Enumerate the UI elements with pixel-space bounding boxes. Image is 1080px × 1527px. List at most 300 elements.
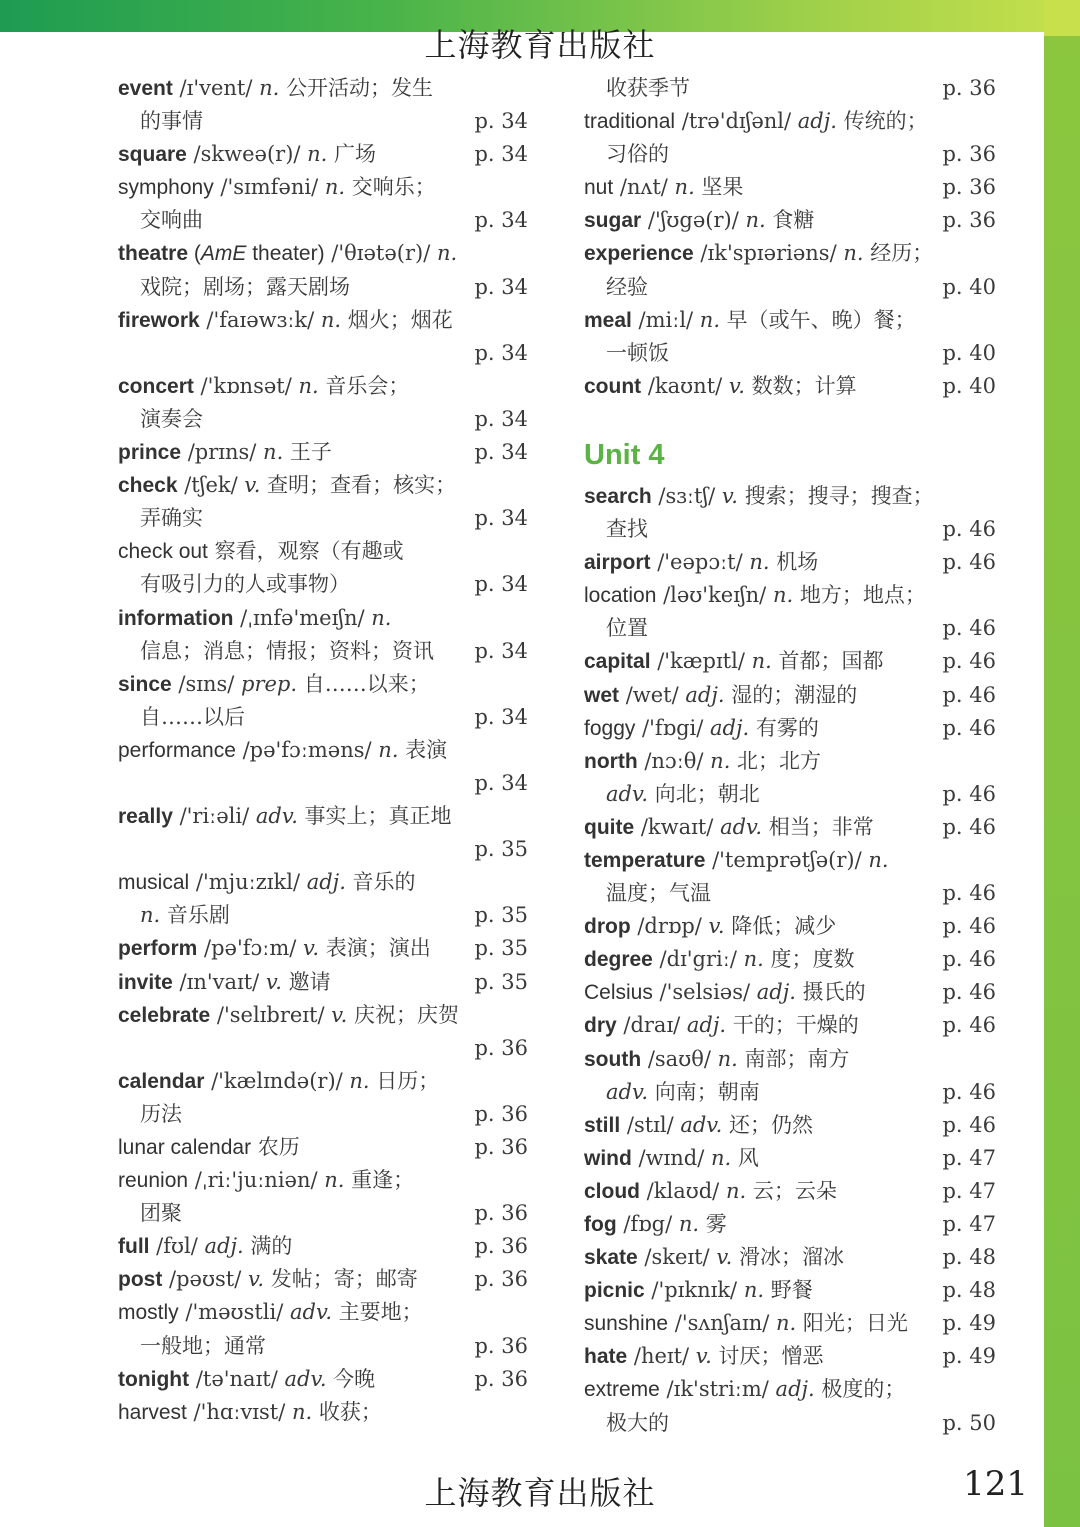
page-reference: p. 46 [942, 1013, 996, 1038]
definition-text: /dɪ'griː/ [652, 947, 744, 972]
entry-text [118, 1296, 423, 1329]
definition-text: /ɪn'vaɪt/ [172, 969, 266, 994]
glossary-line [584, 304, 996, 337]
glossary-line [584, 204, 996, 237]
definition-text: 摄氏的 [795, 980, 866, 1005]
entry-text [584, 480, 934, 513]
glossary-line [584, 337, 996, 370]
definition-text: 音乐的 [345, 870, 416, 895]
glossary-line [118, 403, 528, 436]
definition-text: 今晚 [326, 1366, 376, 1391]
page-reference: p. 36 [474, 1234, 528, 1259]
page-reference: p. 48 [942, 1245, 996, 1270]
entry-text [118, 668, 430, 701]
part-of-speech: n. [751, 649, 772, 674]
part-of-speech: adv. [289, 1300, 332, 1325]
definition-text: 表演；演出 [319, 936, 431, 961]
definition-text: 演奏会 [140, 406, 203, 431]
glossary-line [584, 513, 996, 546]
glossary-line [584, 1043, 996, 1076]
headword: foggy [584, 716, 636, 740]
part-of-speech: n. [725, 1178, 747, 1203]
definition-text: /pəʊst/ [162, 1267, 248, 1292]
definition-text: 音乐会； [318, 373, 410, 398]
glossary-line [584, 976, 996, 1009]
headword: wind [584, 1146, 632, 1170]
entry-text [118, 1164, 414, 1197]
definition-text: /'ʃʊgə(r)/ [641, 208, 746, 233]
definition-text: 阳光；日光 [796, 1311, 908, 1336]
entry-text [584, 976, 866, 1009]
part-of-speech: prep. [241, 671, 298, 696]
page-reference: p. 46 [942, 781, 996, 806]
glossary-line [118, 1098, 528, 1131]
entry-text [584, 679, 857, 712]
entry-text [584, 1407, 669, 1440]
part-of-speech: adj. [204, 1234, 244, 1259]
page-reference: p. 36 [474, 1333, 528, 1358]
glossary-line [584, 579, 996, 612]
headword: north [584, 749, 638, 773]
part-of-speech: n. [711, 1145, 732, 1170]
glossary-line [584, 1307, 996, 1340]
glossary-line [118, 999, 528, 1032]
entry-text [584, 370, 857, 403]
glossary-line [118, 602, 528, 635]
page-reference: p. 36 [474, 1366, 528, 1391]
definition-text: 自……以后 [140, 704, 245, 729]
headword: since [118, 672, 172, 696]
glossary-line [584, 943, 996, 976]
entry-text [584, 513, 648, 546]
glossary-line [118, 1032, 528, 1065]
definition-text: 弄确实 [140, 506, 203, 531]
page-reference: p. 36 [942, 76, 996, 100]
part-of-speech: n. [745, 208, 766, 233]
part-of-speech: adv. [255, 804, 298, 829]
headword: calendar [118, 1069, 205, 1093]
definition-text: /'pɪknɪk/ [644, 1278, 744, 1303]
definition-text: /pə'fɔːm/ [197, 936, 304, 961]
headword: mostly [118, 1301, 179, 1325]
page-reference: p. 46 [942, 814, 996, 839]
entry-text [118, 999, 459, 1032]
definition-text: /fɒg/ [616, 1212, 679, 1236]
page-reference: p. 34 [474, 704, 528, 729]
definition-text: 公开活动；发生 [279, 76, 433, 100]
definition-text: 搜索；搜寻；搜查； [737, 483, 934, 508]
definition-text: 位置 [606, 616, 648, 641]
entry-text [584, 579, 926, 612]
entry-text [584, 712, 819, 745]
headword: south [584, 1047, 642, 1071]
entry-text [584, 612, 648, 645]
entry-text [584, 1373, 905, 1406]
glossary-line [584, 679, 996, 712]
definition-text: /drɒp/ [630, 914, 709, 939]
page-reference: p. 36 [474, 1267, 528, 1292]
definition-text: 一般地；通常 [140, 1333, 266, 1358]
definition-text: 收获； [312, 1399, 382, 1424]
glossary-line [118, 635, 528, 668]
part-of-speech: n. [436, 241, 458, 266]
entry-text [584, 237, 933, 270]
page-reference: p. 34 [474, 208, 528, 233]
definition-text: 干的；干燥的 [726, 1013, 859, 1038]
footer-publisher: 上海教育出版社 [424, 1474, 656, 1512]
glossary-line [118, 932, 528, 965]
glossary-line [118, 1065, 528, 1098]
definition-text: /nɔːθ/ [637, 748, 711, 773]
part-of-speech: adv. [720, 814, 763, 839]
headword: search [584, 484, 652, 508]
part-of-speech: n. [717, 1046, 738, 1071]
definition-text: /ɪ'vent/ [172, 76, 260, 100]
entry-text [118, 602, 391, 635]
headword: hate [584, 1345, 628, 1369]
glossary-line [118, 237, 528, 270]
page-reference: p. 35 [474, 936, 528, 961]
part-of-speech: n. [378, 737, 399, 762]
page-reference: p. 34 [474, 340, 528, 365]
entry-text [584, 1241, 844, 1274]
definition-text: 相当；非常 [762, 814, 874, 839]
definition-text: 向南；朝南 [648, 1079, 760, 1104]
entry-text [118, 237, 457, 270]
page-reference: p. 34 [474, 274, 528, 299]
definition-text: /ɪk'spɪəriəns/ [693, 241, 844, 266]
glossary-line [118, 304, 528, 337]
entry-text [584, 943, 854, 976]
part-of-speech: v. [728, 373, 745, 398]
definition-text: /skweə(r)/ [186, 142, 308, 167]
definition-text: 烟火；烟花 [341, 307, 453, 332]
definition-text: /'kɒnsət/ [193, 373, 299, 398]
glossary-line [584, 1208, 996, 1241]
part-of-speech: adj. [306, 870, 346, 895]
page-reference: p. 35 [474, 969, 528, 994]
headword: tonight [118, 1367, 190, 1391]
entry-text [584, 1340, 824, 1373]
entry-text [118, 1330, 266, 1363]
headword: really [118, 805, 173, 829]
headword: capital [584, 650, 651, 674]
entry-text [118, 1065, 439, 1098]
glossary-line [584, 480, 996, 513]
headword: prince [118, 441, 182, 465]
definition-text: /'selsiəs/ [652, 980, 757, 1005]
definition-text: 经验 [606, 274, 648, 299]
part-of-speech: n. [678, 1212, 700, 1236]
page-reference: p. 36 [474, 1135, 528, 1159]
headword: check out [118, 540, 208, 564]
part-of-speech: n. [772, 583, 794, 608]
part-of-speech: adj. [775, 1377, 815, 1402]
entry-text [118, 138, 376, 171]
definition-text: 查明；查看；核实； [260, 473, 457, 498]
definition-text: 庆祝；庆贺 [347, 1002, 459, 1027]
entry-text [584, 811, 874, 844]
part-of-speech: adj. [797, 109, 837, 134]
part-of-speech: v. [265, 969, 282, 994]
definition-text: 还；仍然 [722, 1112, 814, 1137]
page-reference: p. 40 [942, 373, 996, 398]
definition-text: /'məʊstli/ [178, 1300, 290, 1325]
unit-heading [584, 430, 996, 480]
definition-text: 雾 [699, 1212, 727, 1236]
definition-text: /'hɑːvɪst/ [186, 1399, 292, 1424]
glossary-line [584, 910, 996, 943]
entry-text [118, 966, 331, 999]
glossary-line [584, 1109, 996, 1142]
page-reference: p. 47 [942, 1178, 996, 1203]
definition-text: 温度；气温 [606, 881, 711, 906]
page-reference: p. 36 [942, 208, 996, 233]
definition-text: /kaʊnt/ [641, 373, 729, 398]
glossary-line [118, 1330, 528, 1363]
definition-text: 日历； [369, 1068, 440, 1093]
entry-text [118, 1230, 292, 1263]
headword: lunar calendar [118, 1136, 252, 1159]
definition-text: 极度的； [814, 1377, 906, 1402]
definition-text: 习俗的 [606, 142, 669, 167]
glossary-line [584, 546, 996, 579]
headword: meal [584, 308, 632, 332]
entry-text [584, 910, 836, 943]
page-reference: p. 46 [942, 1079, 996, 1104]
page-reference: p. 40 [942, 274, 996, 299]
headword: dry [584, 1014, 617, 1038]
entry-text [118, 304, 453, 337]
page-reference: p. 34 [474, 638, 528, 663]
headword: sunshine [584, 1312, 669, 1336]
entry-text [118, 1197, 182, 1230]
definition-text: /'temprətʃə(r)/ [705, 847, 869, 872]
definition-text: 主要地； [332, 1300, 423, 1325]
part-of-speech: v. [331, 1002, 348, 1027]
entry-text [118, 1396, 382, 1429]
page-reference: p. 34 [474, 440, 528, 465]
entry-text [584, 745, 821, 778]
entry-text [584, 546, 818, 579]
page-reference: p. 46 [942, 517, 996, 542]
page-reference: p. 46 [942, 1112, 996, 1137]
glossary-line [118, 966, 528, 999]
entry-text [118, 635, 434, 668]
definition-text: /'sɪmfəni/ [213, 175, 325, 200]
headword: still [584, 1113, 621, 1137]
glossary-line [584, 612, 996, 645]
definition-text: 表演 [398, 737, 448, 762]
headword: nut [584, 176, 614, 200]
part-of-speech: n. [349, 1068, 370, 1093]
part-of-speech: n. [674, 175, 695, 200]
definition-text: /'kæpɪtl/ [650, 649, 752, 674]
glossary-line [118, 370, 528, 403]
headword: skate [584, 1246, 638, 1270]
definition-text: 农历 [251, 1135, 300, 1159]
glossary-line [584, 1373, 996, 1406]
definition-text: 音乐剧 [160, 903, 230, 928]
part-of-speech: n. [259, 76, 280, 100]
page-reference: p. 34 [474, 406, 528, 431]
page-number: 121 [963, 1464, 1028, 1504]
definition-text: /'θɪətə(r)/ [324, 241, 437, 266]
part-of-speech: n. [743, 1278, 765, 1303]
page-reference: p. 36 [474, 1101, 528, 1126]
entry-text [584, 1009, 859, 1042]
part-of-speech: n. [843, 241, 864, 266]
headword: event [118, 77, 173, 100]
glossary-line [584, 370, 996, 403]
definition-text: 戏院；剧场；露天剧场 [140, 274, 350, 299]
glossary-line [118, 436, 528, 469]
definition-text: 早（或午、晚）餐； [720, 307, 916, 332]
definition-text: /ˌɪnfə'meɪʃn/ [233, 605, 372, 630]
part-of-speech: adv. [606, 1079, 649, 1104]
part-of-speech: v. [716, 1245, 733, 1270]
glossary-line [118, 701, 528, 734]
entry-text [584, 1109, 813, 1142]
definition-text: /nʌt/ [613, 175, 675, 200]
glossary-line [584, 1340, 996, 1373]
definition-text: /wet/ [619, 682, 686, 707]
part-of-speech: n. [699, 307, 720, 332]
part-of-speech: n. [371, 605, 392, 630]
entry-text [584, 1142, 759, 1175]
glossary-line [118, 204, 528, 237]
entry-text [584, 778, 760, 811]
glossary-left-column [118, 72, 528, 1429]
entry-text [118, 1263, 418, 1296]
part-of-speech: n. [749, 550, 770, 575]
headword: Celsius [584, 981, 653, 1005]
glossary-line [118, 734, 528, 767]
definition-text: 野餐 [764, 1278, 813, 1303]
unit-title: Unit 4 [584, 438, 665, 471]
headword: location [584, 584, 657, 608]
headword: count [584, 374, 642, 398]
definition-text: 交响曲 [140, 208, 203, 233]
part-of-speech: adv. [606, 781, 649, 806]
part-of-speech: adj. [686, 1013, 727, 1038]
glossary-line [118, 171, 528, 204]
glossary-line [584, 1241, 996, 1274]
glossary-line [118, 568, 528, 601]
headword: cloud [584, 1179, 640, 1203]
glossary-line [584, 271, 996, 304]
definition-text: 传统的； [836, 109, 928, 134]
page-reference: p. 40 [942, 340, 996, 365]
glossary-line [584, 1407, 996, 1440]
glossary-line [118, 800, 528, 833]
part-of-speech: v. [708, 914, 725, 939]
page-reference: p. 46 [942, 914, 996, 939]
page-reference: p. 47 [942, 1212, 996, 1236]
glossary-line [584, 171, 996, 204]
entry-text [584, 1043, 850, 1076]
header-publisher: 上海教育出版社 [424, 26, 656, 64]
entry-text [118, 436, 332, 469]
headword: perform [118, 937, 198, 961]
entry-text [584, 204, 814, 237]
headword: temperature [584, 848, 706, 872]
definition-text: 事实上；真正地 [297, 804, 452, 829]
page-reference: p. 34 [474, 506, 528, 531]
definition-text: /heɪt/ [627, 1344, 696, 1369]
headword: post [118, 1268, 163, 1292]
definition-text: 地方；地点； [793, 583, 926, 608]
glossary-line [118, 767, 528, 800]
glossary-line [118, 72, 528, 105]
headword: ( [188, 242, 201, 266]
glossary-line [118, 535, 528, 568]
glossary-line [584, 778, 996, 811]
entry-text [118, 932, 431, 965]
entry-text [118, 72, 433, 105]
definition-text: 广场 [327, 142, 377, 167]
definition-text: 有吸引力的人或事物） [140, 572, 350, 597]
page-reference: p. 46 [942, 616, 996, 641]
definition-text: 历法 [140, 1101, 182, 1126]
headword: wet [584, 683, 620, 707]
definition-text: 满的 [243, 1234, 293, 1259]
entry-text [118, 701, 245, 734]
definition-text: 团聚 [140, 1201, 182, 1226]
definition-text: 发帖；寄；邮寄 [264, 1267, 418, 1292]
headword: musical [118, 871, 190, 895]
definition-text: /pə'fɔːməns/ [235, 737, 379, 762]
glossary-line [584, 712, 996, 745]
definition-text: /ləʊ'keɪʃn/ [656, 583, 773, 608]
headword: airport [584, 551, 651, 575]
page-reference: p. 46 [942, 682, 996, 707]
part-of-speech: v. [244, 473, 261, 498]
glossary-line [118, 1164, 528, 1197]
definition-text: /'sʌnʃaɪn/ [668, 1311, 776, 1336]
entry-text [118, 1098, 182, 1131]
definition-text: 查找 [606, 517, 648, 542]
definition-text: /klaʊd/ [640, 1178, 726, 1203]
glossary-line [584, 844, 996, 877]
glossary-line [118, 899, 528, 932]
definition-text: 有雾的 [749, 715, 819, 740]
part-of-speech: v. [303, 936, 320, 961]
glossary-line [118, 1296, 528, 1329]
headword: square [118, 143, 187, 167]
definition-text: 邀请 [281, 969, 331, 994]
headword: fog [584, 1213, 617, 1236]
entry-text [584, 138, 669, 171]
entry-text [118, 403, 203, 436]
definition-text: 信息；消息；情报；资料；资讯 [140, 638, 434, 663]
definition-text: /'fɒgi/ [635, 715, 711, 740]
definition-text: 经历； [863, 241, 934, 266]
glossary-line [118, 271, 528, 304]
definition-text: /saʊθ/ [641, 1046, 718, 1071]
headword: check [118, 474, 178, 498]
headword: experience [584, 242, 694, 266]
definition-text: 自……以来； [297, 671, 430, 696]
glossary-line [118, 502, 528, 535]
definition-text: 王子 [283, 440, 332, 465]
glossary-line [118, 337, 528, 370]
part-of-speech: n. [292, 1399, 313, 1424]
headword: reunion [118, 1169, 189, 1193]
glossary-right-column [584, 72, 996, 1440]
entry-text [118, 866, 416, 899]
definition-text: 极大的 [606, 1410, 669, 1435]
